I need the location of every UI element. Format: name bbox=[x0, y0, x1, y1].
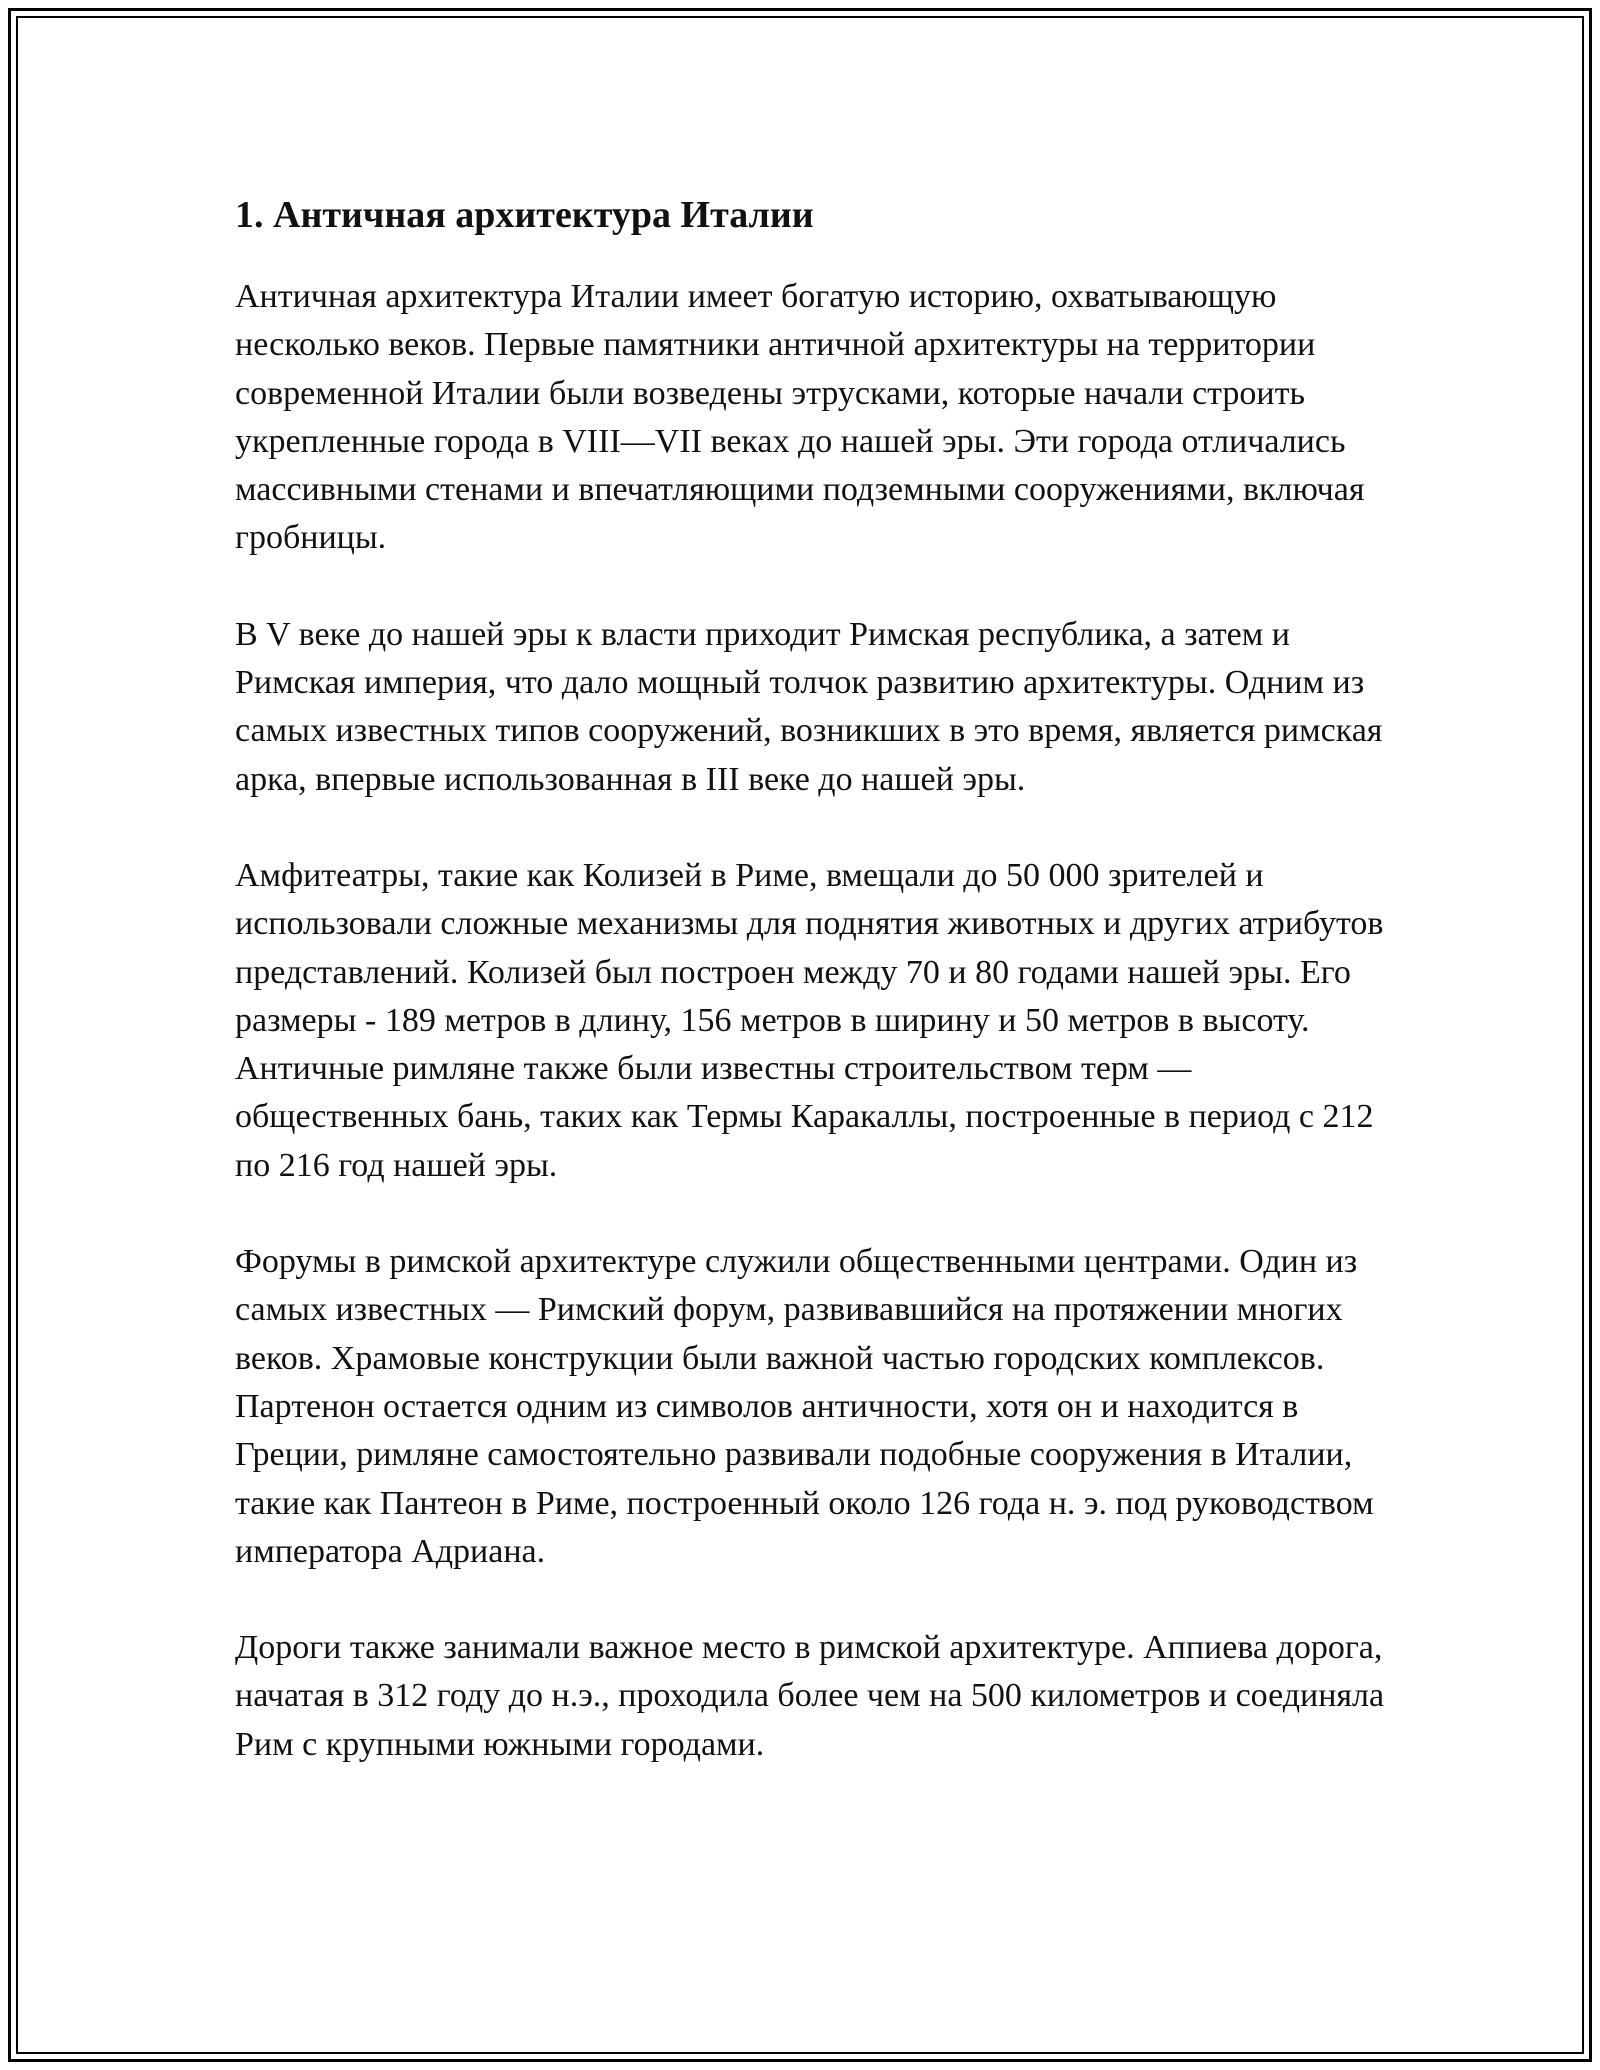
paragraph-roman-arch: В V веке до нашей эры к власти приходит Римская республика, а затем и Римская империя, что дало мощный толчок развитию архитектуры. Одним из самых известных типов сооружений, возникших в это время, является римская арка, впервые использованная в III веке до нашей эры. bbox=[235, 615, 1383, 798]
heading-spacer bbox=[235, 245, 1385, 273]
document-body bbox=[235, 185, 1385, 1769]
section-heading: 1. Античная архитектура Италии bbox=[235, 194, 814, 236]
paragraph-amphitheatres: Амфитеатры, такие как Колизей в Риме, вмещали до 50 000 зрителей и использовали сложные механизмы для поднятия животных и других атрибутов представлений. Колизей был построен между 70 и 80 годами нашей эры. Его размеры - 189 метров в длину, 156 метров в ширину и 50 метров в высоту. Античные римляне также были известны строительством терм — общественных бань, таких как Термы Каракаллы, построенные в период с 212 по 216 год нашей эры. bbox=[235, 856, 1384, 1184]
paragraph-forums: Форумы в римской архитектуре служили общественными центрами. Один из самых известных — Римский форум, развивавшийся на протяжении многих веков. Храмовые конструкции были важной частью городских комплексов. Партенон остается одним из символов античности, хотя он и находится в Греции, римляне самостоятельно развивали подобные сооружения в Италии, такие как Пантеон в Риме, построенный около 126 года н. э. под руководством императора Адриана. bbox=[235, 1243, 1374, 1570]
paragraph-roads: Дороги также занимали важное место в римской архитектуре. Аппиева дорога, начатая в 312 году до н.э., проходила более чем на 500 километров и соединяла Рим с крупными южными городами. bbox=[235, 1629, 1385, 1763]
paragraph-etruscans: Античная архитектура Италии имеет богатую историю, охватывающую несколько веков. Первые памятники античной архитектуры на территории современной Италии были возведены этрусками, которые начали строить укрепленные города в VIII—VII веках до нашей эры. Эти города отличались массивными стенами и впечатляющими подземными сооружениями, включая гробницы. bbox=[235, 278, 1365, 557]
